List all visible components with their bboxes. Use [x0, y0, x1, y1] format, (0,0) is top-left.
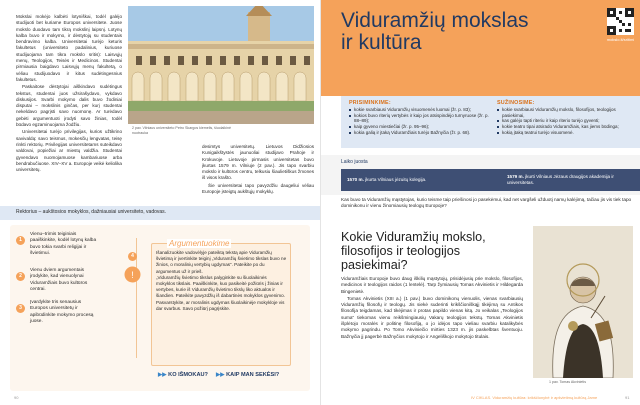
recap-box — [341, 96, 640, 148]
argument-text: Išanalizuokite vadovėlyje pateiktą tekstą apie Viduramžių švietimą ir įvertinkite teiginį „Viduramžių švietimo tikslas buvo ne žinios, o moralinių vertybių ugdymas“. Pateikite po du argumentus už ir prieš. „Viduramžių švietimo tikslus palyginkite su šiuolaikinės mokyklos tikslais. Paaiškinkite, kuo pasikeitė požiūris į žinias ir vertybes, kurie iš Viduramžių švietimo tikslų liko aktualūs ir šiandien. Pateikite pavyzdžių iš dabartinės mokyklos gyvenimo. Pasvarstykite, ar moralinis ugdymas šiuolaikinėje mokykloje vis dar svarbus. Savo požiūrį pagrįskite. — [156, 250, 287, 311]
right-page — [320, 0, 640, 405]
left-column-1 — [16, 14, 122, 174]
list-item: kas galėjo tapti riteriu ir kaip riterio turėjo gyventi; — [497, 118, 635, 124]
paragraph: Viduramžiais Europoje buvo daug iškilių mąstytojų, prisidėjusių prie mokslo, filosofijos, medicinos ir teologijos raidos (1 lentelė). Tarp žymiausių Tomas Akvinietis ir Hildegarda Bingenietė. — [341, 276, 523, 294]
paragraph: desimtys universitetų. Lietuvos Didžiosios Kunigaikštystės jaunuoliai studijavo Prahoje ir Krokuvoje. Lietuvoje pirmasis universitetas buvo įkurtas 1579 m. Vilniuje (2 pav.). Jis tapo svarbiu mokslo ir kultūros centru, telkusiu šiaulietiškus žmones iš visos krašto. — [202, 144, 314, 181]
paragraph: Šie universitetai tapo pavyzdžiu daugeliui vėliau Europoje įsteigtų aukštųjų mokyklų. — [202, 182, 314, 195]
question-text: Vienu dviem argumentais įrodykite, kad vienuolynai Viduramžiais buvo kultūros centrai. — [30, 268, 88, 292]
left-column-2 — [202, 144, 314, 196]
kaip-sekesi-link[interactable]: ▶▶ KAIP MAN SEKĖSI? — [215, 372, 280, 378]
question-number: 1 — [16, 236, 25, 245]
argument-title: Argumentuokime — [169, 239, 230, 248]
intro-question: Kas buvo ta Viduramžių mąstytojas, kurio teisme taip priešinosi jo pasekėmui, kad net vargšeli užduotį namų kalėjimą, tačiau jis vis tiek tapo dominikonu ir vienu žinomiausių teologų Europoje? — [341, 197, 632, 208]
portrait-caption: 1 pav. Tomas Akvinietis — [549, 380, 587, 384]
warning-icon — [124, 266, 141, 283]
list-item: kokios buvo riterių vertybės ir kaip jos atsispindėjo turnyruose (žr. p. 88–89); — [349, 113, 489, 124]
prisiminkime-section — [349, 100, 489, 136]
paragraph: Mokslai mokėjo kalbėti lotyniškai, todėl galėjo studijuoti bet kuriame Europos universitete. Juose mokslo duodavo tam tikrą mokslinį laipsnį. Lotynų kalba buvo ir mokymo, ir dėstytojų su studentais bendravimo kalba. Universitetai turėjo keturis fakultetus (universiteto padalinius, kuriuose studijuojama tam tikra mokslo sritis): Laisvųjų menų, Teologijos, Teisės ir Medicinos. Studentai pirmiausia baigdavo Laisvųjų menų fakultetą, o vėliau studijuodavo ir kitus sudėtingesnius fakultetus. — [16, 14, 122, 82]
list-item: kokie svarbiausi Viduramžių mokslo, filosofijos, teologijos pasiekimai, — [497, 107, 635, 118]
paragraph: Universitetai turėjo privilegijas, kurios užtikrino savivaldą: savo teismus, mokesčių lengvatas, teisę rinkti rektorių. Privilegijas universitetams suteikdavo valdovai, popiežiai ar miestų valdžia. Studentai gyvendavo nuomojamuose kambariuose arba bendrabučiuose. XIV–XV a. Europoje veikė keliolika universitetų. — [16, 129, 122, 173]
question-number: 3 — [16, 304, 25, 313]
prisiminkime-heading: PRISIMINKIME: — [349, 100, 391, 106]
page-number: 91 — [625, 395, 630, 400]
list-item: kaip gyveno miestiečiai (žr. p. 95–96); — [349, 124, 489, 130]
list-item: kokią įtaką teatrui turėjo visuomenė. — [497, 130, 635, 136]
university-courtyard-photo — [128, 6, 314, 124]
list-item: kokie svarbiausi Viduramžių visuomenės luomai (žr. p. 83); — [349, 107, 489, 113]
question-number: 2 — [16, 272, 25, 281]
timeline-entry: 1579 m. įkurti Vilniaus Jėzaus draugijos akademija ir universitetas. — [507, 174, 614, 185]
list-item: kokia galią ir įtaką Viduramžiais turėjo Bažnyčia (žr. p. 68). — [349, 130, 489, 136]
timeline-entry: 1570 m. įkurta Vilniaus jėzuitų kolegija. — [347, 177, 427, 182]
ko-ismokau-link[interactable]: ▶▶ KO IŠMOKAU? — [158, 372, 208, 378]
arrow-icon: ▶▶ — [158, 372, 169, 378]
section-body — [341, 276, 523, 341]
list-item: kokie teatro tipai atsirado Viduramžiais, kas jiems būdinga; — [497, 124, 635, 130]
paragraph: Tomas Akvinietis (XIII a.) (1 pav.) buvo dominikonų vienuolis, vienas svarbiausių Viduramžių filosofų ir teologų. Jis siekė suderinti krikščioniškąjį tikėjimą su Antikos filosofija teigdamas, kad tikėjimas ir protas papildo vienas kitą. Jo veikalas „Teologijos suma“ tiekomas vienu reikšmingiausių Vakarų teologijos tekstų. Tomas Akvinietis išplėtojo moralės ir politinę filosofiją, o jo idėjos tapo vieliau svarbiu katalikybės mokymo pagrindu. Po Tomo Akviniečio mirties 1323 m. jis paskelbtas šventuoju. Bažnyčia jį pagerbė Bažnyčios mokytojo ir Angeliškojo mokytojo titulais. — [341, 295, 523, 339]
arrow-icon: ▶▶ — [215, 372, 227, 378]
question-number: 4 — [128, 252, 137, 261]
section-title: Kokie Viduramžių mokslo, filosofijos ir teologijos pasiekimai? — [341, 230, 486, 272]
timeline — [321, 155, 640, 195]
paragraph: Paskaitose dėstytojai aiškindavo sudėtingus tekstus, studentai juos užsirašydavo, vykdavo diskusijos. Svarbi mokymo dalis buvo žodiniai disputai – mokslinis ginčas, per kurį studentai nekeldavo pagrįsti savo nuomonę. Ar turėdavo gebėti argumentuoti įrodyti savo žinias, todėl būdavo egzaminuojama žodžiu. — [16, 84, 122, 128]
svg-text:!: ! — [131, 270, 134, 280]
term-definition: Rektorius – aukštosios mokyklos, dažniausiai universiteto, vadovas. — [16, 209, 167, 215]
photo-caption: 2 pav. Vilniaus universiteto Petro Skargos kiemelis, šiuolaikinė nuotrauka — [132, 126, 231, 135]
question-text: Įvardykite tris senausius Europos universitetų ir apibūdinkite mokymo procesą juose. — [30, 300, 94, 324]
timeline-heading: Laiko juosta — [341, 159, 368, 165]
suzinosime-section — [497, 100, 635, 136]
term-definition-box — [0, 206, 320, 220]
question-text: Vienu–trimis teiginiais paaiškinkite, kodėl lotynų kalba buvo tokia svarbi religijai ir švietimui. — [30, 232, 97, 256]
self-check-links — [158, 372, 279, 378]
chapter-footer: IV CIKLAS. Viduramžių kultūra: krikščionybė ir apšvietimą kultūrą Jame — [471, 395, 598, 400]
page-number: 90 — [14, 395, 19, 400]
chapter-title: Viduramžių mokslas ir kultūra — [341, 9, 529, 54]
thomas-aquinas-portrait — [533, 226, 633, 378]
qr-label: mokslo.lt/sritimi — [606, 37, 635, 42]
qr-code-icon[interactable] — [607, 8, 634, 35]
suzinosime-heading: SUŽINOSIME: — [497, 100, 535, 106]
